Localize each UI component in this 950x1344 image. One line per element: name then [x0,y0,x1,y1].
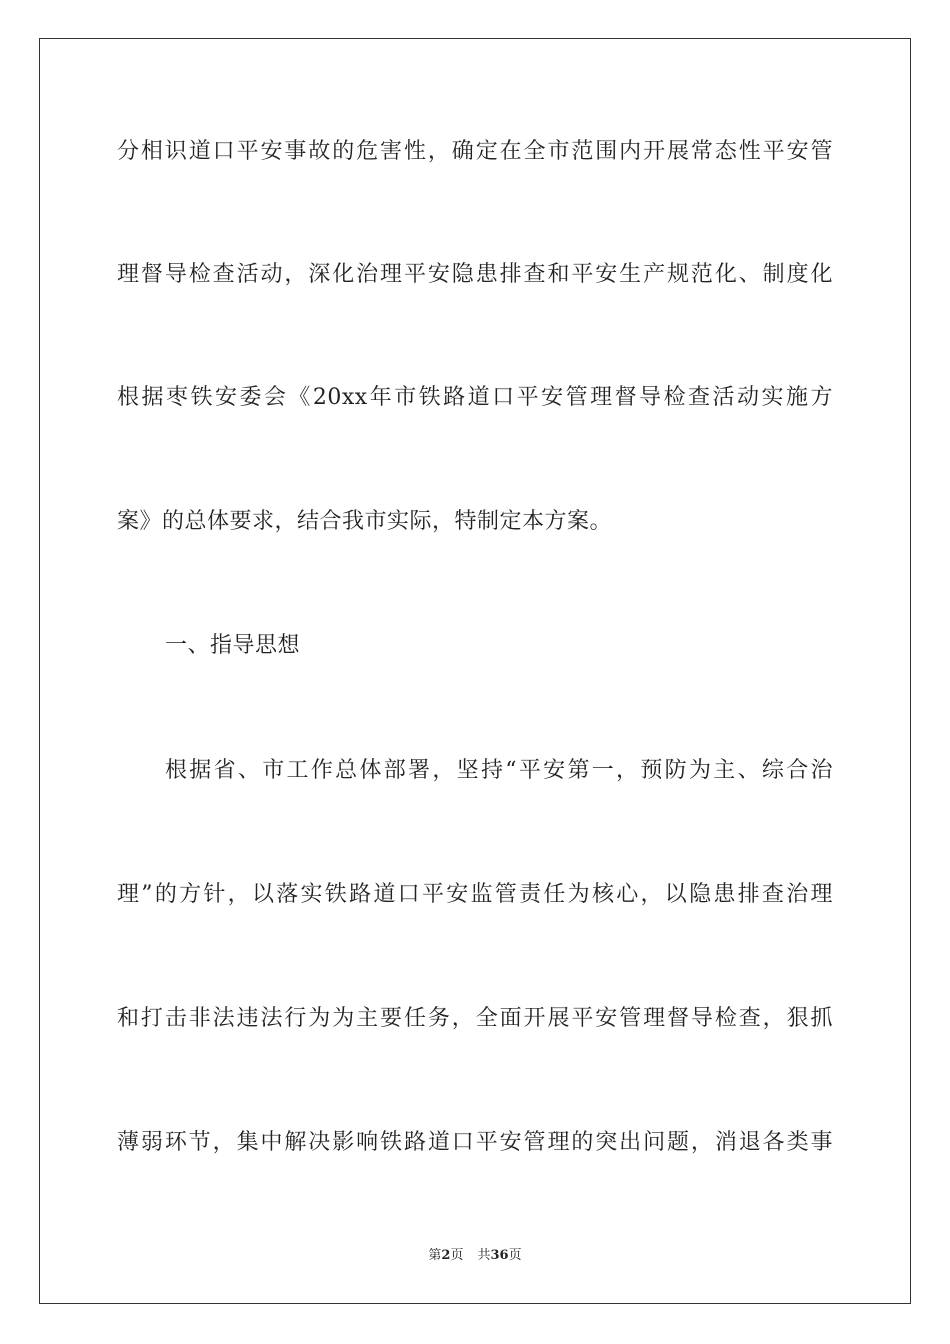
paragraph-line-4: 薄弱环节，集中解决影响铁路道口平安管理的突出问题，消退各类事 [117,1130,833,1155]
section-heading: 一、指导思想 [165,633,301,658]
footer-total-suffix: 页 [508,1248,522,1263]
body-line-1: 分相识道口平安事故的危害性，确定在全市范围内开展常态性平安管 [117,139,833,164]
page-footer [0,1247,950,1265]
page-border [39,38,911,1304]
footer-page-number: 2 [441,1248,451,1263]
footer-total-prefix: 共 [477,1248,491,1263]
footer-page-suffix: 页 [450,1248,464,1263]
body-line-4: 案》的总体要求，结合我市实际，特制定本方案。 [117,509,613,534]
footer-total-pages: 36 [490,1248,509,1263]
paragraph-line-2: 理”的方针，以落实铁路道口平安监管责任为核心，以隐患排查治理 [117,882,833,907]
body-line-3: 根据枣铁安委会《20xx年市铁路道口平安管理督导检查活动实施方 [117,385,833,410]
paragraph-line-1: 根据省、市工作总体部署，坚持“平安第一，预防为主、综合治 [165,758,833,783]
footer-page-prefix: 第 [428,1248,442,1263]
body-line-2: 理督导检查活动，深化治理平安隐患排查和平安生产规范化、制度化 [117,262,833,287]
paragraph-line-3: 和打击非法违法行为为主要任务，全面开展平安管理督导检查，狠抓 [117,1006,833,1031]
